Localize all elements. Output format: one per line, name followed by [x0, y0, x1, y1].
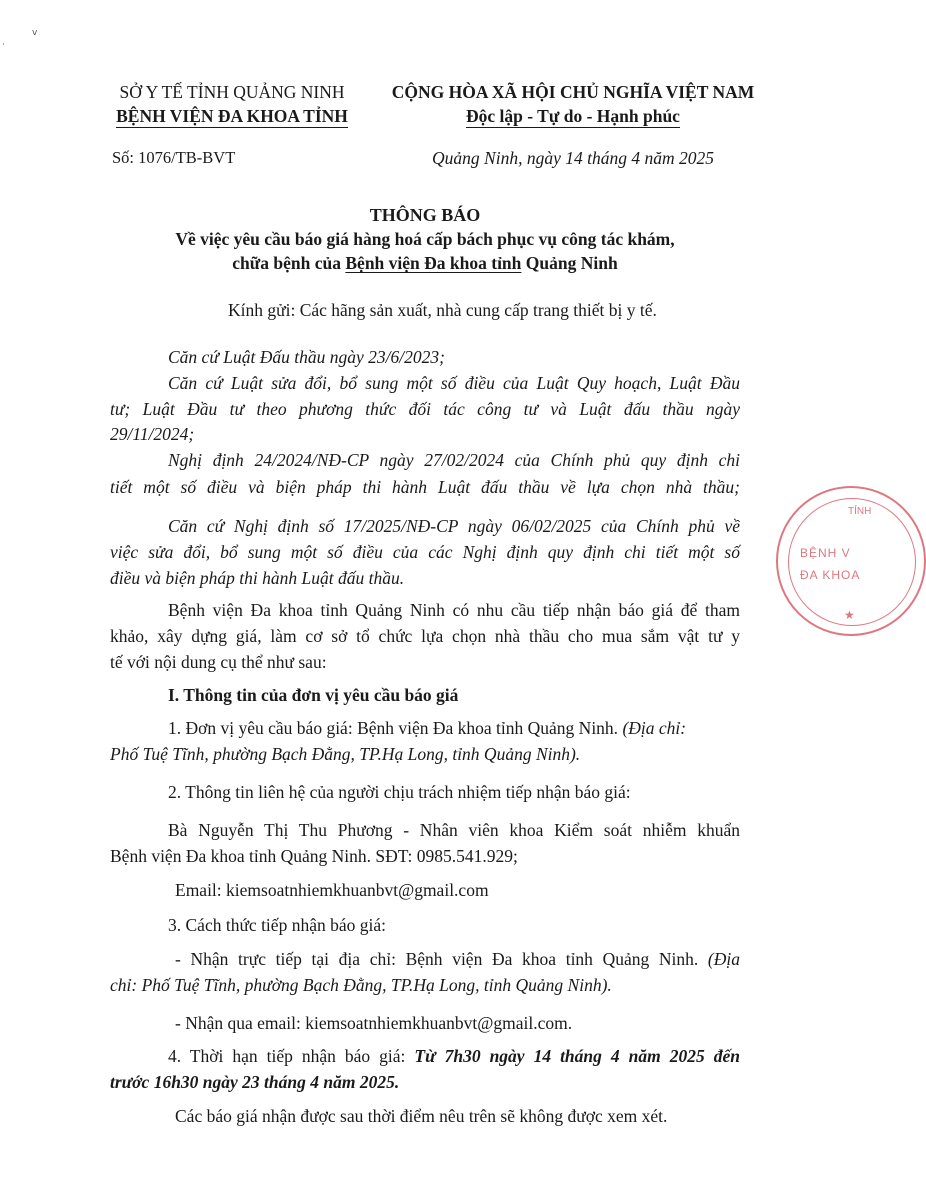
doc-number: Số: 1076/TB-BVT — [112, 148, 236, 167]
legal-basis-1: Căn cứ Luật Đấu thầu ngày 23/6/2023; — [168, 347, 445, 367]
receive-direct: - Nhận trực tiếp tại địa chỉ: Bệnh viện Đa khoa tỉnh Quảng Ninh. (Địa — [175, 949, 740, 969]
contact-email: Email: kiemsoatnhiemkhuanbvt@gmail.com — [175, 880, 489, 900]
nation-title: CỘNG HÒA XÃ HỘI CHỦ NGHĨA VIỆT NAM — [391, 82, 755, 102]
late-submission-note: Các báo giá nhận được sau thời điểm nêu trên sẽ không được xem xét. — [175, 1106, 668, 1126]
stamp-text-bottom: ĐA KHOA — [800, 568, 861, 582]
stamp-text-mid: BỆNH V — [800, 546, 851, 560]
section-1-item-4-deadline: trước 16h30 ngày 23 tháng 4 năm 2025. — [110, 1072, 400, 1092]
org-name — [82, 104, 382, 128]
legal-basis-3-l1: Nghị định 24/2024/NĐ-CP ngày 27/02/2024 của Chính phủ quy định chi — [168, 450, 740, 470]
place-date: Quảng Ninh, ngày 14 tháng 4 năm 2025 — [432, 148, 714, 168]
legal-basis-4-l1: Căn cứ Nghị định số 17/2025/NĐ-CP ngày 06/02/2025 của Chính phủ về — [168, 516, 740, 536]
receive-email: - Nhận qua email: kiemsoatnhiemkhuanbvt@gmail.com. — [175, 1013, 573, 1033]
section-1-heading: I. Thông tin của đơn vị yêu cầu báo giá — [168, 685, 459, 705]
stamp-inner-ring — [788, 498, 916, 626]
subject-line-1: Về việc yêu cầu báo giá hàng hoá cấp bách phục vụ công tác khám, — [175, 229, 675, 249]
legal-basis-2-l3: 29/11/2024; — [110, 424, 195, 444]
section-1-item-4: 4. Thời hạn tiếp nhận báo giá: Từ 7h30 ngày 14 tháng 4 năm 2025 đến — [168, 1046, 740, 1066]
org-name-text: BỆNH VIỆN ĐA KHOA TỈNH — [116, 106, 348, 126]
legal-basis-3-l2: tiết một số điều và biện pháp thi hành Luật đấu thầu về lựa chọn nhà thầu; — [110, 477, 740, 497]
section-1-item-1-address: Phố Tuệ Tĩnh, phường Bạch Đằng, TP.Hạ Long, tỉnh Quảng Ninh). — [110, 744, 581, 764]
stamp-text-top: TỈNH — [848, 506, 872, 517]
motto — [378, 104, 768, 128]
national-block — [378, 80, 768, 170]
contact-l1: Bà Nguyễn Thị Thu Phương - Nhân viên khoa Kiểm soát nhiễm khuẩn — [168, 820, 740, 840]
receive-direct-address: chỉ: Phố Tuệ Tĩnh, phường Bạch Đằng, TP.Hạ Long, tỉnh Quảng Ninh). — [110, 975, 612, 995]
legal-basis-4-l2: việc sửa đổi, bổ sung một số điều của các Nghị định quy định chi tiết một số — [110, 542, 740, 562]
document-title — [100, 203, 750, 275]
issuer-block — [82, 80, 382, 170]
intro-l2: khảo, xây dựng giá, làm cơ sở tổ chức lựa chọn nhà thầu cho mua sắm vật tư y — [110, 626, 740, 646]
legal-basis-2-l1: Căn cứ Luật sửa đổi, bổ sung một số điều của Luật Quy hoạch, Luật Đầu — [168, 373, 740, 393]
legal-basis-2-l2: tư; Luật Đầu tư theo phương thức đối tác công tư và Luật đấu thầu ngày — [110, 399, 740, 419]
recipient: Kính gửi: Các hãng sản xuất, nhà cung cấp trang thiết bị y tế. — [228, 300, 657, 320]
official-stamp — [776, 486, 926, 636]
scan-mark: · — [2, 40, 5, 50]
intro-l1: Bệnh viện Đa khoa tỉnh Quảng Ninh có nhu cầu tiếp nhận báo giá để tham — [168, 600, 740, 620]
section-1-item-3: 3. Cách thức tiếp nhận báo giá: — [168, 915, 386, 935]
title-heading: THÔNG BÁO — [369, 205, 481, 225]
stamp-star-icon: ★ — [844, 608, 855, 622]
section-1-item-2: 2. Thông tin liên hệ của người chịu trách nhiệm tiếp nhận báo giá: — [168, 782, 631, 802]
subject-line-2: chữa bệnh của Bệnh viện Đa khoa tỉnh Quảng Ninh — [232, 253, 618, 273]
legal-basis-4-l3: điều và biện pháp thi hành Luật đấu thầu. — [110, 568, 405, 588]
contact-l2: Bệnh viện Đa khoa tỉnh Quảng Ninh. SĐT: 0985.541.929; — [110, 846, 518, 866]
motto-text: Độc lập - Tự do - Hạnh phúc — [466, 106, 680, 126]
section-1-item-1: 1. Đơn vị yêu cầu báo giá: Bệnh viện Đa khoa tỉnh Quảng Ninh. (Địa chỉ: — [168, 718, 687, 738]
intro-l3: tế với nội dung cụ thể như sau: — [110, 652, 327, 672]
org-parent: SỞ Y TẾ TỈNH QUẢNG NINH — [119, 82, 345, 102]
scan-mark: ⅴ — [32, 28, 38, 38]
